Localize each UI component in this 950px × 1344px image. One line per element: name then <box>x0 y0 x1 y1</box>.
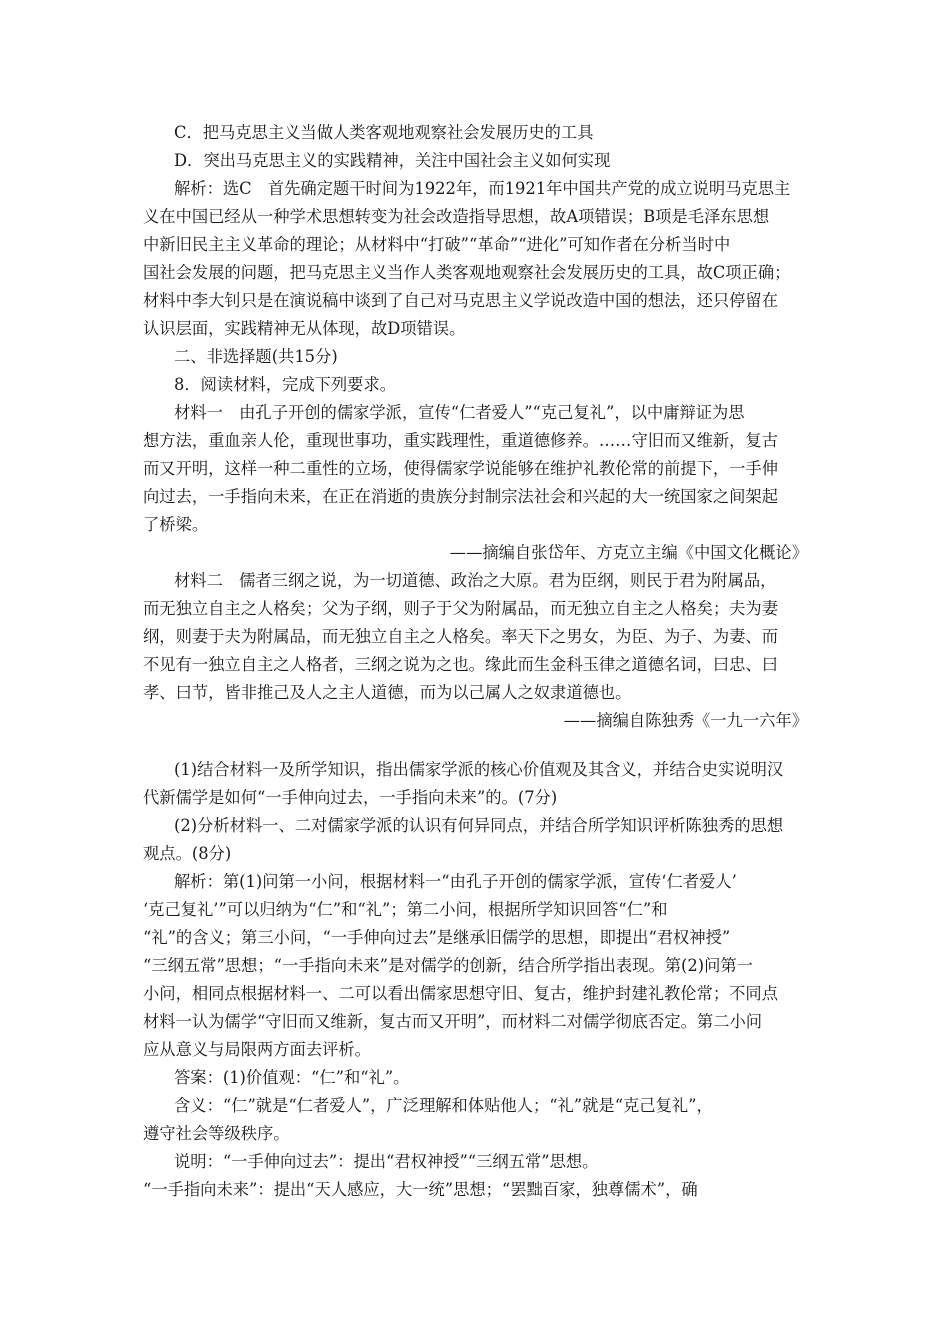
analysis-q8-line: 材料一认为儒学“守旧而又维新，复古而又开明”，而材料二对儒学彻底否定。第二小问 <box>143 1012 763 1031</box>
material-1-line: 了桥梁。 <box>143 515 209 534</box>
answer-line: 答案：(1)价值观：“仁”和“礼”。 <box>174 1068 410 1087</box>
analysis-q7-line: 国社会发展的问题，把马克思主义当作人类客观地观察社会发展历史的工具，故C项正确； <box>143 263 791 282</box>
analysis-q8-line: 应从意义与局限两方面去评析。 <box>143 1040 371 1059</box>
analysis-q8-line: ‘克己复礼’”可以归纳为“仁”和“礼”；第二小问，根据所学知识回答“仁”和 <box>143 900 668 919</box>
option-d: D．突出马克思主义的实践精神，关注中国社会主义如何实现 <box>174 151 611 170</box>
analysis-q7-line: 义在中国已经从一种学术思想转变为社会改造指导思想，故A项错误；B项是毛泽东思想 <box>143 207 770 226</box>
material-2-source: ——摘编自陈独秀《一九一六年》 <box>563 711 808 730</box>
meaning-line: 含义：“仁”就是“仁者爱人”，广泛理解和体贴他人；“礼”就是“克己复礼”， <box>174 1096 713 1115</box>
analysis-q7-line: 解析：选C 首先确定题干时间为1922年，而1921年中国共产党的成立说明马克思主 <box>174 179 791 198</box>
analysis-q7-line: 材料中李大钊只是在演说稿中谈到了自己对马克思主义学说改造中国的想法，还只停留在 <box>143 291 778 310</box>
explanation-future-line: “一手指向未来”：提出“天人感应，大一统”思想；“罢黜百家，独尊儒术”，确 <box>143 1180 698 1199</box>
sub-question-1: 代新儒学是如何“一手伸向过去，一手指向未来”的。(7分) <box>143 788 558 807</box>
material-1-source: ——摘编自张岱年、方克立主编《中国文化概论》 <box>449 543 808 562</box>
question-8-stem: 8．阅读材料，完成下列要求。 <box>174 375 397 394</box>
sub-question-2: (2)分析材料一、二对儒家学派的认识有何异同点，并结合所学知识评析陈独秀的思想 <box>174 816 784 835</box>
material-1-line: 而又开明，这样一种二重性的立场，使得儒家学说能够在维护礼教伦常的前提下，一手伸 <box>143 459 778 478</box>
sub-question-1: (1)结合材料一及所学知识，指出儒家学派的核心价值观及其含义，并结合史实说明汉 <box>174 760 784 779</box>
analysis-q7-line: 中新旧民主主义革命的理论；从材料中“打破”“革命”“进化”可知作者在分析当时中 <box>143 235 731 254</box>
analysis-q8-line: 解析：第(1)问第一小问，根据材料一“由孔子开创的儒家学派，宣传‘仁者爱人’ <box>174 872 737 891</box>
analysis-q8-line: “礼”的含义；第三小问，“一手伸向过去”是继承旧儒学的思想，即提出“君权神授” <box>143 928 731 947</box>
meaning-line: 遵守社会等级秩序。 <box>143 1124 290 1143</box>
analysis-q7-line: 认识层面，实践精神无从体现，故D项错误。 <box>143 319 466 338</box>
sub-question-2: 观点。(8分) <box>143 844 232 863</box>
material-1-line: 想方法，重血亲人伦，重现世事功，重实践理性，重道德修养。……守旧而又维新，复古 <box>143 431 778 450</box>
analysis-q8-line: “三纲五常”思想；“一手指向未来”是对儒学的创新，结合所学指出表现。第(2)问第一 <box>143 956 753 975</box>
option-c: C．把马克思主义当做人类客观地观察社会发展历史的工具 <box>174 123 594 142</box>
analysis-q8-line: 小问，相同点根据材料一、二可以看出儒家思想守旧、复古，维护封建礼教伦常；不同点 <box>143 984 778 1003</box>
material-2-line: 孝、曰节，皆非推己及人之主人道德，而为以己属人之奴隶道德也。 <box>143 683 632 702</box>
material-1-line: 向过去，一手指向未来，在正在消逝的贵族分封制宗法社会和兴起的大一统国家之间架起 <box>143 487 778 506</box>
material-1-line: 材料一 由孔子开创的儒家学派，宣传“仁者爱人”“克己复礼”，以中庸辩证为思 <box>174 403 745 422</box>
material-2-line: 而无独立自主之人格矣；父为子纲，则子于父为附属品，而无独立自主之人格矣；夫为妻 <box>143 599 778 618</box>
section-heading: 二、非选择题(共15分) <box>174 347 338 366</box>
material-2-line: 不见有一独立自主之人格者，三纲之说为之也。缘此而生金科玉律之道德名词，曰忠、曰 <box>143 655 778 674</box>
material-2-line: 材料二 儒者三纲之说，为一切道德、政治之大原。君为臣纲，则民于君为附属品， <box>174 571 777 590</box>
material-2-line: 纲，则妻于夫为附属品，而无独立自主之人格矣。率天下之男女，为臣、为子、为妻、而 <box>143 627 778 646</box>
explanation-line: 说明：“一手伸向过去”：提出“君权神授”“三纲五常”思想。 <box>174 1152 599 1171</box>
